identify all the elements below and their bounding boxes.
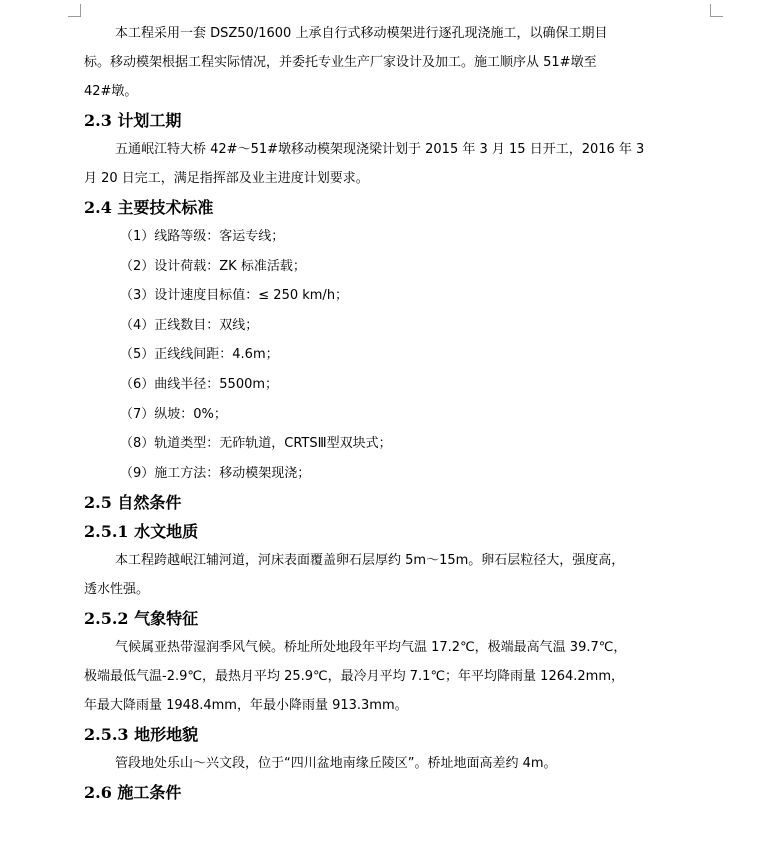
hydrology-line-2: 透水性强。	[84, 582, 150, 598]
climate-line-1: 气候属亚热带湿润季风气候。桥址所处地段年平均气温 17.2℃，极端最高气温 39.7℃，	[115, 640, 627, 656]
heading-2-6: 2.6 施工条件	[84, 783, 182, 803]
schedule-line-2: 月 20 日完工，满足指挥部及业主进度计划要求。	[84, 171, 369, 186]
climate-line-2: 极端最低气温-2.9℃，最热月平均 25.9℃，最冷月平均 7.1℃；年平均降雨量 1264.2mm，	[84, 669, 624, 685]
standard-item-6: （6）曲线半径：5500m；	[120, 376, 279, 392]
margin-corner-mark-left	[68, 4, 81, 17]
standard-item-2: （2）设计荷载：ZK 标准活载；	[120, 258, 306, 274]
margin-corner-mark-right	[710, 4, 723, 17]
heading-2-5: 2.5 自然条件	[84, 493, 182, 513]
standard-item-1: （1）线路等级：客运专线；	[120, 229, 285, 244]
standard-item-9: （9）施工方法：移动模架现浇；	[120, 465, 311, 481]
heading-2-3: 2.3 计划工期	[84, 111, 182, 130]
hydrology-line-1: 本工程跨越岷江辅河道，河床表面覆盖卵石层厚约 5m～15m。卵石层粒径大，强度高，	[115, 553, 625, 569]
standard-item-7: （7）纵坡：0%；	[120, 406, 227, 422]
intro-line-1: 本工程采用一套 DSZ50/1600 上承自行式移动模架进行逐孔现浇施工，以确保工期目	[115, 26, 608, 41]
schedule-line-1: 五通岷江特大桥 42#～51#墩移动模架现浇梁计划于 2015 年 3 月 15 日开工，2016 年 3	[115, 142, 645, 157]
standard-item-3: （3）设计速度目标值：≤ 250 km/h；	[120, 288, 349, 304]
standard-item-4: （4）正线数目：双线；	[120, 317, 259, 333]
intro-line-3: 42#墩。	[84, 84, 138, 99]
heading-2-5-1: 2.5.1 水文地质	[84, 522, 199, 542]
standard-item-8: （8）轨道类型：无砟轨道，CRTSⅢ型双块式；	[120, 436, 392, 452]
terrain-line-1: 管段地处乐山～兴文段，位于“四川盆地南缘丘陵区”。桥址地面高差约 4m。	[115, 756, 557, 772]
heading-2-5-2: 2.5.2 气象特征	[84, 609, 199, 629]
intro-line-2: 标。移动模架根据工程实际情况，并委托专业生产厂家设计及加工。施工顺序从 51#墩至	[84, 55, 597, 70]
heading-2-4: 2.4 主要技术标准	[84, 198, 214, 217]
climate-line-3: 年最大降雨量 1948.4mm，年最小降雨量 913.3mm。	[84, 698, 408, 714]
heading-2-5-3: 2.5.3 地形地貌	[84, 725, 199, 745]
standard-item-5: （5）正线线间距：4.6m；	[120, 347, 279, 363]
document-body[interactable]	[84, 19, 714, 807]
